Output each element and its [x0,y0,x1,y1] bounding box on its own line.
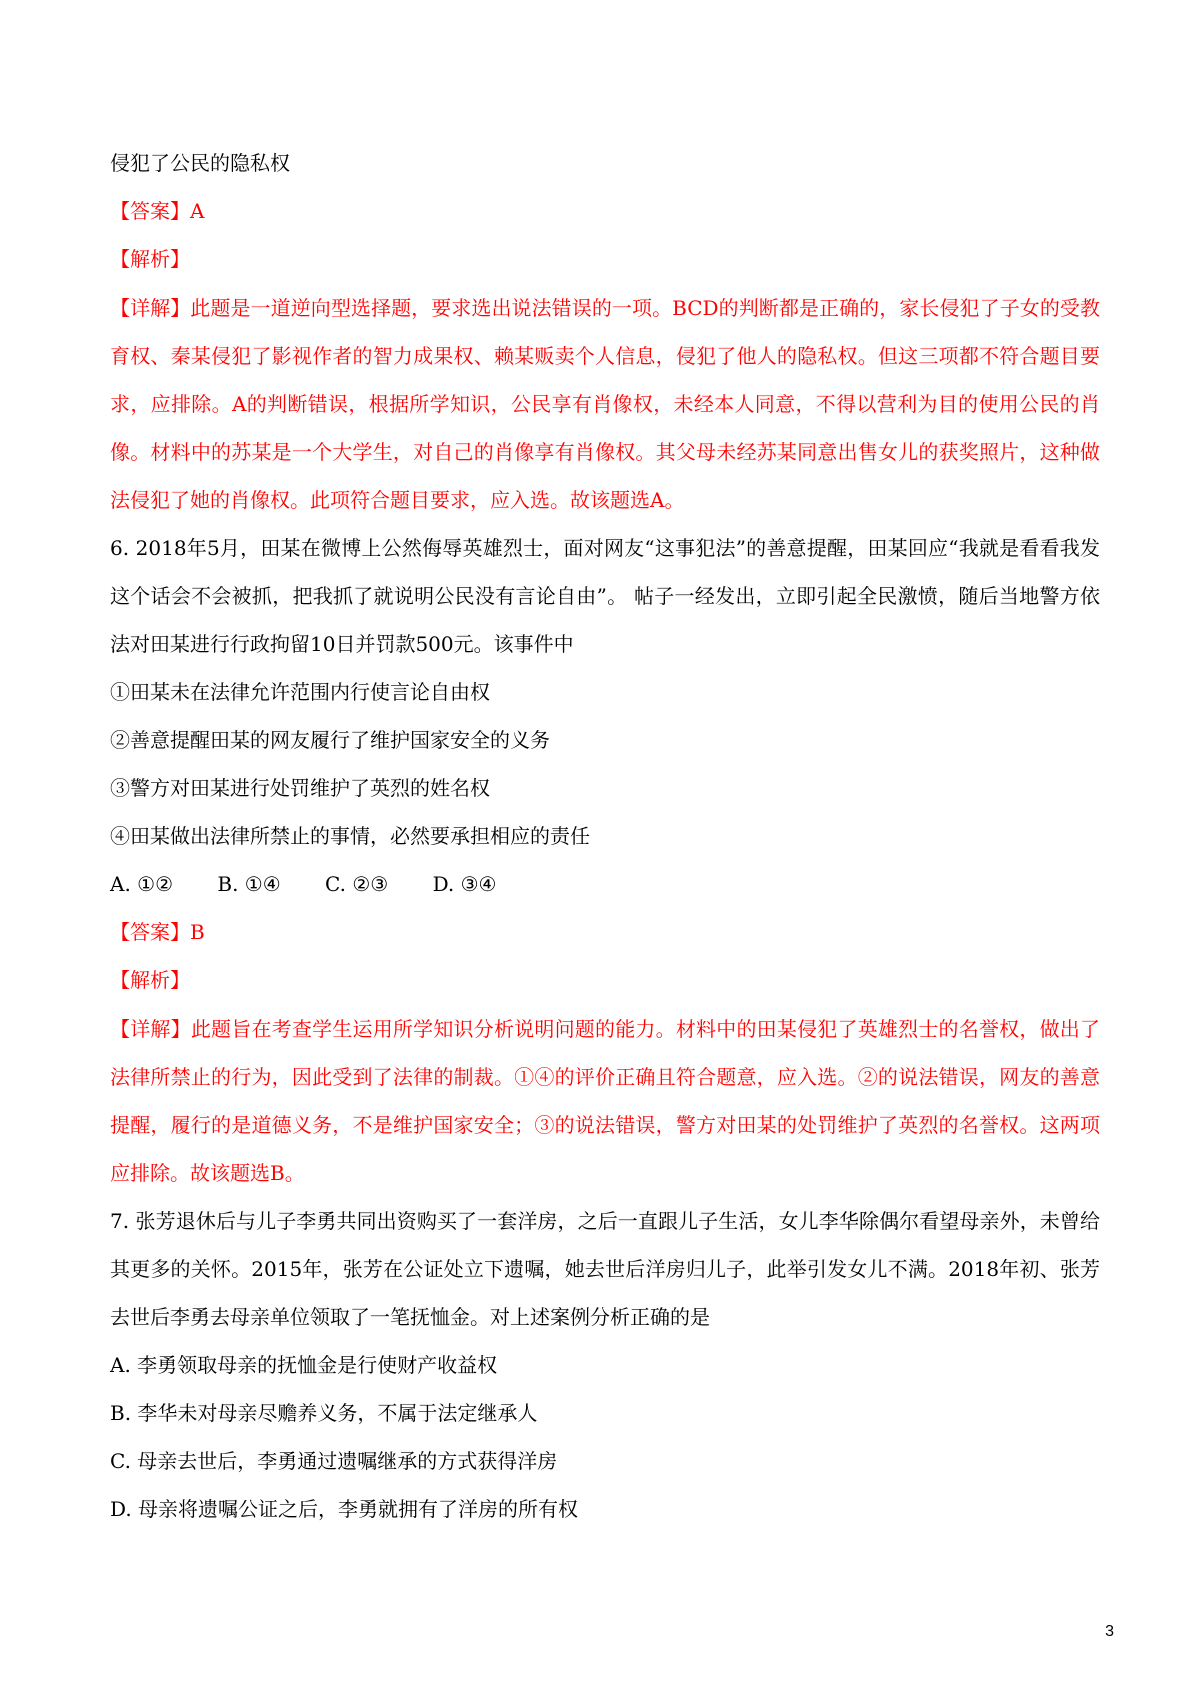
page-number: 3 [1105,1623,1114,1640]
q7-stem: 7. 张芳退休后与儿子李勇共同出资购买了一套洋房，之后一直跟儿子生活，女儿李华除偶尔看望母亲外，未曾给其更多的关怀。2015年，张芳在公证处立下遗嘱，她去世后洋房归儿子，此举引发女儿不满。2018年初、张芳去世后李勇去母亲单位领取了一笔抚恤金。对上述案例分析正确的是 [110,1209,1100,1329]
q6-option-d: D. ③④ [432,872,497,896]
q5-analysis-label: 【解析】 [110,247,190,271]
q6-answer: 【答案】B [110,920,205,944]
q6-option-c: C. ②③ [325,872,389,896]
q7-option-c: C. 母亲去世后，李勇通过遗嘱继承的方式获得洋房 [110,1449,558,1473]
q6-detail: 【详解】此题旨在考查学生运用所学知识分析说明问题的能力。材料中的田某侵犯了英雄烈士的名誉权，做出了法律所禁止的行为，因此受到了法律的制裁。①④的评价正确且符合题意，应入选。②的说法错误，网友的善意提醒，履行的是道德义务，不是维护国家安全；③的说法错误，警方对田某的处罚维护了英烈的名誉权。这两项应排除。故该题选B。 [110,1017,1100,1185]
page-content [110,150,1100,1544]
q6-item-1: ①田某未在法律允许范围内行使言论自由权 [110,680,490,704]
q6-options [110,871,1100,898]
q6-option-b: B. ①④ [217,872,281,896]
q6-item-3: ③警方对田某进行处罚维护了英烈的姓名权 [110,776,490,800]
q6-item-2: ②善意提醒田某的网友履行了维护国家安全的义务 [110,728,550,752]
q5-stem-tail: 侵犯了公民的隐私权 [110,151,290,175]
q6-analysis-label: 【解析】 [110,968,190,992]
q5-answer: 【答案】A [110,199,205,223]
q7-option-a: A. 李勇领取母亲的抚恤金是行使财产收益权 [110,1353,498,1377]
q6-option-a: A. ①② [110,872,174,896]
q7-option-b: B. 李华未对母亲尽赡养义务，不属于法定继承人 [110,1401,538,1425]
q6-item-4: ④田某做出法律所禁止的事情，必然要承担相应的责任 [110,824,590,848]
q7-option-d: D. 母亲将遗嘱公证之后，李勇就拥有了洋房的所有权 [110,1497,579,1521]
q5-detail: 【详解】此题是一道逆向型选择题，要求选出说法错误的一项。BCD的判断都是正确的，家长侵犯了子女的受教育权、秦某侵犯了影视作者的智力成果权、赖某贩卖个人信息，侵犯了他人的隐私权。但这三项都不符合题目要求，应排除。A的判断错误，根据所学知识，公民享有肖像权，未经本人同意，不得以营利为目的使用公民的肖像。材料中的苏某是一个大学生，对自己的肖像享有肖像权。其父母未经苏某同意出售女儿的获奖照片，这种做法侵犯了她的肖像权。此项符合题目要求，应入选。故该题选A。 [110,296,1100,512]
q6-stem: 6. 2018年5月，田某在微博上公然侮辱英雄烈士，面对网友“这事犯法”的善意提醒，田某回应“我就是看看我发这个话会不会被抓，把我抓了就说明公民没有言论自由”。 帖子一经发出，立即引起全民激愤，随后当地警方依法对田某进行行政拘留10日并罚款500元。该事件中 [110,536,1100,656]
